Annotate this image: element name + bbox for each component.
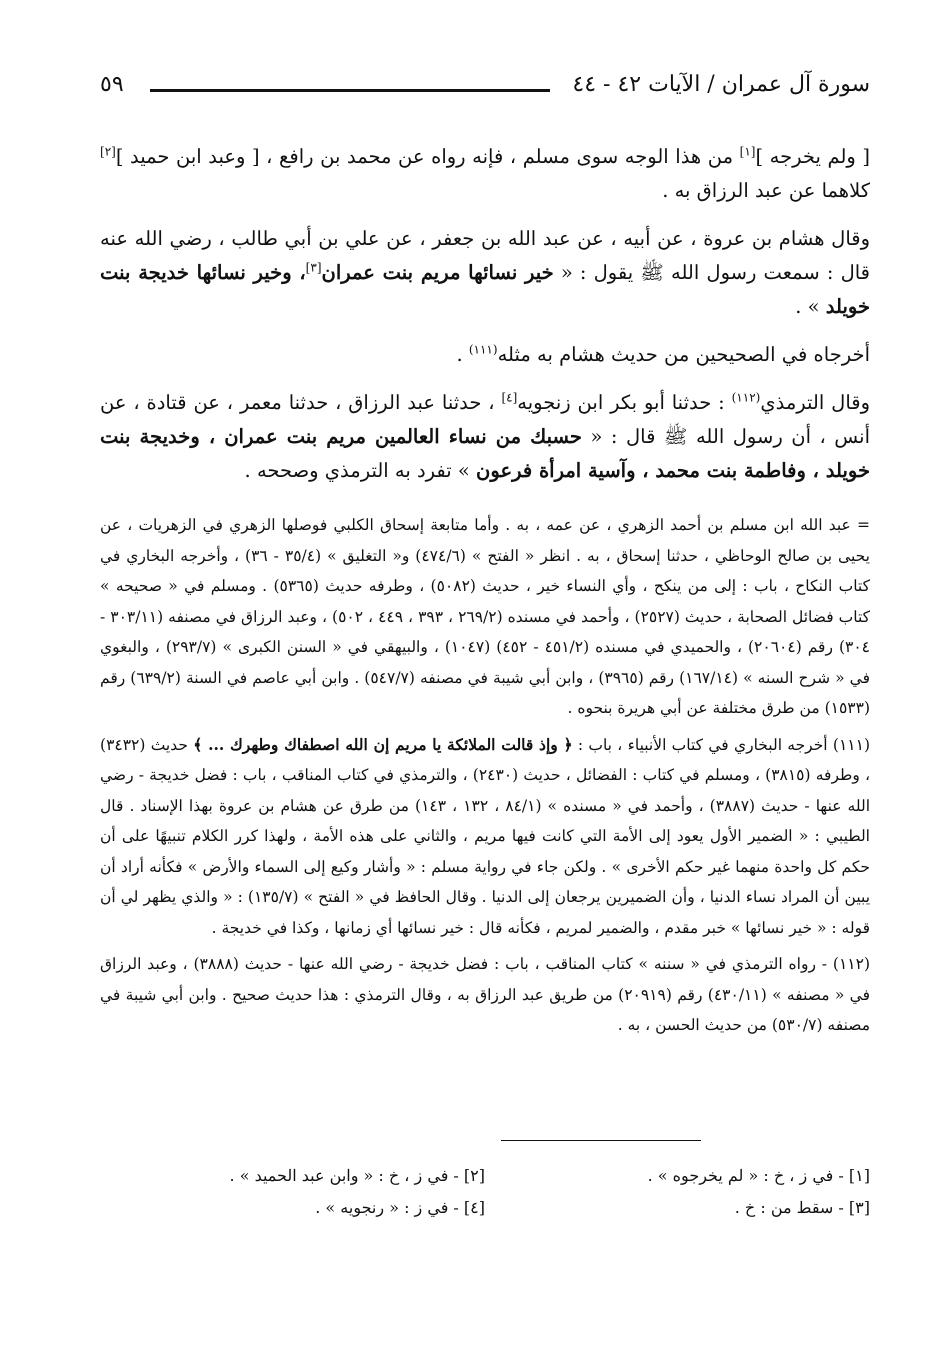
footnote-1: [١] - في ز ، خ : « لم يخرجوه » .: [647, 1166, 870, 1185]
page-header: [100, 72, 870, 112]
text-span: كلاهما عن عبد الرزاق به .: [662, 179, 870, 202]
note-111: [100, 730, 870, 944]
hadith-text: ، وخير نسائها خديجة بنت خويلد: [100, 261, 870, 318]
main-text: [100, 140, 870, 502]
text-span: من هذا الوجه سوى مسلم ، فإنه رواه عن محمد بن رافع ، [ وعبد ابن حميد ]: [115, 145, 740, 168]
paragraph-3: [100, 338, 870, 372]
text-span: .: [456, 343, 469, 366]
footnote-2: [٢] - في ز ، خ : « وابن عبد الحميد » .: [229, 1166, 485, 1185]
text-span: (١١١) أخرجه البخاري في كتاب الأنبياء ، باب :: [572, 735, 870, 754]
footnote-4: [٤] - في ز : « رنجويه » .: [315, 1198, 485, 1217]
note-ref: (١١١): [468, 342, 498, 357]
footnote-ref: [١]: [739, 144, 756, 159]
note-112: (١١٢) - رواه الترمذي في « سننه » كتاب المناقب ، باب : فضل خديجة - رضي الله عنها - حديث (٣٨٨٨) ، وعبد الرزاق في « مصنفه » (٤٣٠/١١) رقم (٢٠٩١٩) من طريق عبد الرزاق به ، وقال الترمذي : هذا حديث صحيح . وابن أبي شيبة في مصنفه (٥٣٠/٧) من حديث الحسن ، به .: [100, 955, 870, 1034]
text-span: : حدثنا أبو بكر ابن زنجويه: [517, 391, 732, 414]
page-number: ٥٩: [100, 72, 124, 97]
quran-verse: ﴿ وإذ قالت الملائكة يا مريم إن الله اصطفاك وطهرك ... ﴾: [193, 734, 573, 754]
footnote-ref: [٣]: [305, 260, 322, 275]
text-span: وقال هشام بن عروة ، عن أبيه ، عن عبد الله بن جعفر ، عن علي بن أبي طالب ، رضي الله عنه قال : سمعت رسول الله ﷺ يقول : «: [100, 227, 870, 284]
footnote-row: [100, 1192, 870, 1224]
text-span: » تفرد به الترمذي وصححه .: [244, 459, 477, 482]
footnote-ref: [٤]: [501, 390, 518, 405]
footnote-rule: [501, 1140, 701, 1141]
running-title: سورة آل عمران / الآيات ٤٢ - ٤٤: [572, 72, 870, 97]
text-span: ، حدثنا عبد الرزاق ، حدثنا معمر ، عن قتادة ، عن أنس ، أن رسول الله ﷺ قال : «: [100, 391, 870, 448]
header-rule: [150, 89, 550, 92]
text-span: حديث (٣٤٣٢) ، وطرفه (٣٨١٥) ، ومسلم في كتاب : الفضائل ، حديث (٢٤٣٠) ، والترمذي في كتاب المناقب ، باب : فضل خديجة - رضي الله عنها - حديث (٣٨٨٧) ، وأحمد في « مسنده » (٨٤/١ ، ١٣٢ ، ١٤٣) من طرق عن هشام بن عروة بهذا الإسناد . قال الطيبي : « الضمير الأول يعود إلى الأمة التي كانت فيها مريم ، والثاني على هذه الأمة ، ولهذا كرر الكلام تنبيهًا على أن حكم كل واحدة منهما غير حكم الأخرى » . ولكن جاء في رواية مسلم : « وأشار وكيع إلى السماء والأرض » فكأنه أراد أن يبين أن المراد نساء الدنيا ، وأن الضميرين يرجعان إلى الدنيا . وقال الحافظ في « الفتح » (١٣٥/٧) : « والذي يظهر لي أن قوله : « خير نسائها » خبر مقدم ، والضمير لمريم ، فكأنه قال : خير نسائها أي زمانها ، وكذا في خديجة .: [100, 735, 871, 937]
text-span: وقال الترمذي: [760, 391, 870, 414]
paragraph-2: [100, 222, 870, 324]
paragraph-1: [100, 140, 870, 208]
hadith-text: حسبك من نساء العالمين مريم بنت عمران ، وخديجة بنت خويلد ، وفاطمة بنت محمد ، وآسية امرأة فرعون: [100, 425, 870, 482]
note-ref: (١١٢): [731, 390, 761, 405]
hadith-text: خير نسائها مريم بنت عمران: [321, 261, 554, 284]
text-span: » .: [795, 295, 826, 318]
text-span: [ ولم يخرجه ]: [755, 145, 870, 168]
footnote-3: [٣] - سقط من : خ .: [734, 1198, 870, 1217]
paragraph-4: [100, 386, 870, 488]
footnote-ref: [٢]: [100, 144, 116, 159]
note-continued: = عبد الله ابن مسلم بن أحمد الزهري ، عن عمه ، به . وأما متابعة إسحاق الكلبي فوصلها الزهري في الزهريات ، عن يحيى بن صالح الوحاظي ، حدثنا إسحاق ، به . انظر « الفتح » (٤٧٤/٦) و« التغليق » (٣٥/٤ - ٣٦) ، وأخرجه البخاري في كتاب النكاح ، باب : إلى من ينكح ، وأي النساء خير ، حديث (٥٠٨٢) ، وطرفه حديث (٥٣٦٥) . ومسلم في « صحيحه » كتاب فضائل الصحابة ، حديث (٢٥٢٧) ، وأحمد في مسنده (٢٦٩/٢ ، ٣٩٣ ، ٤٤٩ ، ٥٠٢) ، وعبد الرزاق في مصنفه (٣٠٣/١١ - ٣٠٤) رقم (٢٠٦٠٤) ، والحميدي في مسنده (٤٥١/٢ - ٤٥٢) (١٠٤٧) ، والبيهقي في « السنن الكبرى » (٢٩٣/٧) ، والبغوي في « شرح السنه » (١٦٧/١٤) رقم (٣٩٦٥) ، وابن أبي شيبة في مصنفه (٥٤٧/٧) . وابن أبي عاصم في السنة (٦٣٩/٢) رقم (١٥٣٣) من طرق مختلفة عن أبي هريرة بنحوه .: [100, 516, 871, 717]
footnote-row: [100, 1160, 870, 1192]
footnotes: [100, 1160, 870, 1224]
text-span: أخرجاه في الصحيحين من حديث هشام به مثله: [497, 343, 870, 366]
commentary-notes: [100, 510, 870, 1047]
